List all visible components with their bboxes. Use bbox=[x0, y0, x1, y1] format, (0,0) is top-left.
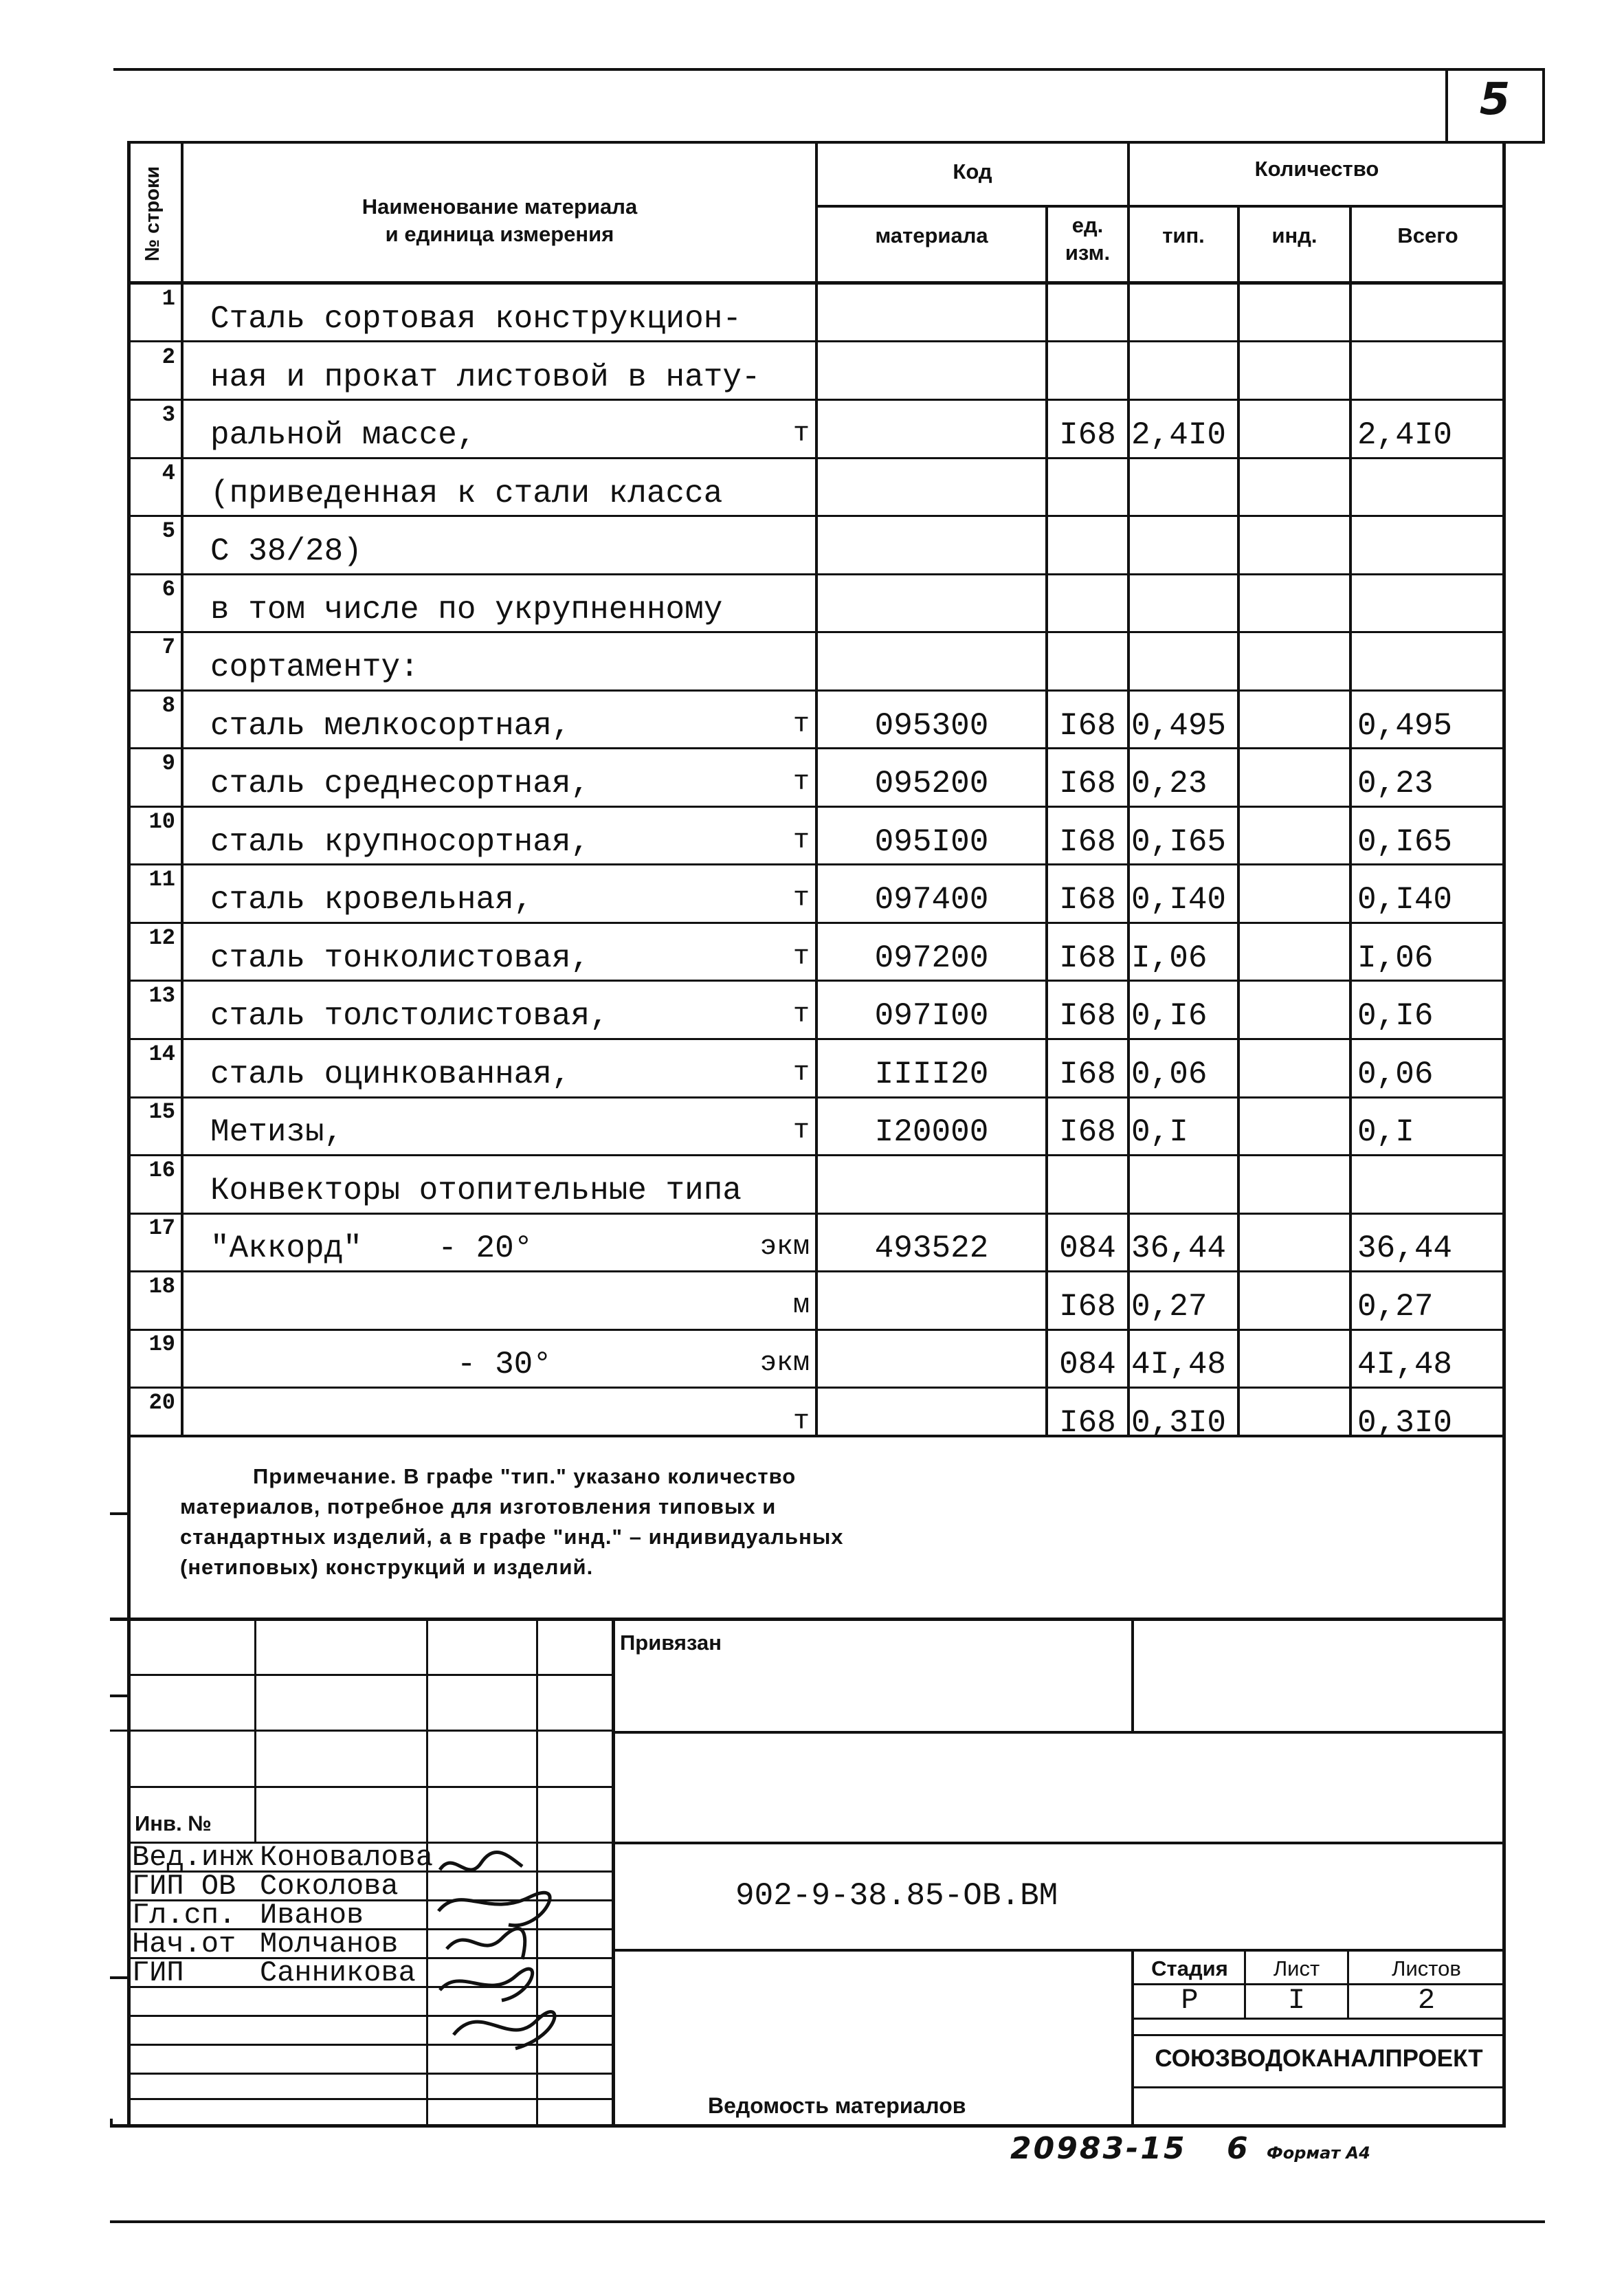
row-name: ная и прокат листовой в нату- bbox=[210, 360, 761, 395]
row-uom: I68 bbox=[1059, 766, 1116, 802]
row-uom: I68 bbox=[1059, 417, 1116, 453]
row-number: 18 bbox=[148, 1274, 175, 1299]
row-number: 9 bbox=[162, 751, 175, 776]
album-number: 20983-15 bbox=[1010, 2131, 1187, 2166]
signer-name: Коновалова bbox=[260, 1841, 434, 1874]
header-total: Всего bbox=[1397, 223, 1458, 247]
row-number: 6 bbox=[162, 577, 175, 602]
row-number: 13 bbox=[148, 983, 175, 1008]
row-unit: т bbox=[792, 1058, 810, 1089]
row-name: сталь мелкосортная, bbox=[210, 708, 571, 744]
row-uom: I68 bbox=[1059, 882, 1116, 918]
row-name: ральной массе, bbox=[210, 417, 476, 453]
signer-role: Вед.инж bbox=[132, 1841, 254, 1874]
row-uom: I68 bbox=[1059, 1289, 1116, 1325]
row-name: С 38/28) bbox=[210, 533, 362, 569]
header-code: Код bbox=[953, 159, 992, 184]
signer-role: Гл.сп. bbox=[132, 1899, 236, 1932]
row-number: 15 bbox=[148, 1099, 175, 1125]
copy-number: 6 bbox=[1227, 2131, 1248, 2166]
row-name: сталь среднесортная, bbox=[210, 766, 590, 802]
sheet-label: Лист bbox=[1273, 1956, 1320, 1980]
document-code: 902-9-38.85-ОВ.ВМ bbox=[735, 1878, 1058, 1914]
row-code: 493522 bbox=[874, 1230, 989, 1266]
signature-marks bbox=[426, 1829, 577, 2055]
row-unit: т bbox=[792, 767, 810, 798]
row-unit: т bbox=[792, 1000, 810, 1030]
privyazan-label: Привязан bbox=[620, 1631, 722, 1655]
row-typ: 0,I6 bbox=[1131, 998, 1208, 1034]
row-unit: экм bbox=[759, 1232, 810, 1263]
signer-role: ГИП ОВ bbox=[132, 1870, 236, 1903]
row-name: сталь толстолистовая, bbox=[210, 998, 609, 1034]
header-ind: инд. bbox=[1271, 223, 1317, 247]
row-typ: 0,3I0 bbox=[1131, 1405, 1227, 1441]
row-name: - 30° bbox=[210, 1347, 552, 1382]
sheet-value: I bbox=[1287, 1984, 1306, 2017]
row-name: "Аккорд" - 20° bbox=[210, 1230, 533, 1266]
row-name: Конвекторы отопительные типа bbox=[210, 1173, 742, 1208]
header-quantity: Количество bbox=[1254, 157, 1379, 181]
row-number: 8 bbox=[162, 693, 175, 718]
row-uom: 084 bbox=[1059, 1230, 1116, 1266]
row-typ: 0,I bbox=[1131, 1114, 1188, 1150]
note-line-3: стандартных изделий, а в графе "инд." – индивидуальных bbox=[180, 1525, 844, 1549]
row-unit: т bbox=[792, 942, 810, 973]
row-number: 1 bbox=[162, 286, 175, 311]
row-typ: I,06 bbox=[1131, 940, 1208, 976]
signer-name: Санникова bbox=[260, 1956, 416, 1989]
row-name: в том числе по укрупненному bbox=[210, 592, 723, 628]
row-number: 20 bbox=[148, 1390, 175, 1415]
row-number: 16 bbox=[148, 1158, 175, 1183]
row-unit: т bbox=[792, 1116, 810, 1147]
row-total: 0,27 bbox=[1357, 1289, 1434, 1325]
row-total: 0,495 bbox=[1357, 708, 1453, 744]
row-uom: I68 bbox=[1059, 1057, 1116, 1092]
note-line-4: (нетиповых) конструкций и изделий. bbox=[180, 1555, 594, 1579]
row-number: 10 bbox=[148, 809, 175, 835]
row-code: 095200 bbox=[874, 766, 989, 802]
stage-label: Стадия bbox=[1151, 1956, 1228, 1980]
row-name: сталь оцинкованная, bbox=[210, 1057, 571, 1092]
row-number: 11 bbox=[148, 867, 175, 892]
row-number: 5 bbox=[162, 518, 175, 544]
signer-name: Молчанов bbox=[260, 1928, 399, 1961]
row-name: Сталь сортовая конструкцион- bbox=[210, 301, 742, 337]
sheet-number: 5 bbox=[1479, 74, 1511, 125]
header-name-line1: Наименование материала bbox=[361, 195, 638, 219]
row-code: 095I00 bbox=[874, 824, 989, 860]
row-code: IIII20 bbox=[874, 1057, 989, 1092]
row-typ: 0,06 bbox=[1131, 1057, 1208, 1092]
sheets-value: 2 bbox=[1417, 1984, 1436, 2017]
row-unit: т bbox=[792, 826, 810, 857]
row-name: сортаменту: bbox=[210, 650, 419, 685]
row-code: I20000 bbox=[874, 1114, 989, 1150]
note-line-1: Примечание. В графе "тип." указано количество bbox=[253, 1464, 797, 1488]
row-uom: I68 bbox=[1059, 824, 1116, 860]
sheets-label: Листов bbox=[1392, 1956, 1461, 1980]
header-unit-line2: изм. bbox=[1065, 241, 1111, 265]
row-name: сталь крупносортная, bbox=[210, 824, 590, 860]
signer-role: Нач.от bbox=[132, 1928, 236, 1961]
row-total: 0,I40 bbox=[1357, 882, 1453, 918]
organization-name: СОЮЗВОДОКАНАЛПРОЕКТ bbox=[1155, 2045, 1483, 2072]
row-total: 0,06 bbox=[1357, 1057, 1434, 1092]
row-uom: I68 bbox=[1059, 998, 1116, 1034]
row-total: 0,I65 bbox=[1357, 824, 1453, 860]
row-typ: 4I,48 bbox=[1131, 1347, 1227, 1382]
row-total: 36,44 bbox=[1357, 1230, 1453, 1266]
row-name: сталь кровельная, bbox=[210, 882, 533, 918]
row-total: 0,I6 bbox=[1357, 998, 1434, 1034]
row-unit: т bbox=[792, 1406, 810, 1437]
header-typ: тип. bbox=[1162, 223, 1205, 247]
row-typ: 0,495 bbox=[1131, 708, 1227, 744]
header-unit-line1: ед. bbox=[1071, 213, 1104, 237]
row-typ: 0,27 bbox=[1131, 1289, 1208, 1325]
row-uom: 084 bbox=[1059, 1347, 1116, 1382]
row-name: сталь тонколистовая, bbox=[210, 940, 590, 976]
row-total: 0,3I0 bbox=[1357, 1405, 1453, 1441]
signer-role: ГИП bbox=[132, 1956, 184, 1989]
signer-name: Соколова bbox=[260, 1870, 399, 1903]
row-typ: 0,I65 bbox=[1131, 824, 1227, 860]
inv-no-label: Инв. № bbox=[135, 1811, 212, 1835]
row-unit: м bbox=[792, 1290, 810, 1321]
row-uom: I68 bbox=[1059, 940, 1116, 976]
row-unit: т bbox=[792, 419, 810, 450]
row-name: Метизы, bbox=[210, 1114, 344, 1150]
row-number: 17 bbox=[148, 1215, 175, 1241]
row-uom: I68 bbox=[1059, 1114, 1116, 1150]
row-typ: 2,4I0 bbox=[1131, 417, 1227, 453]
row-typ: 0,I40 bbox=[1131, 882, 1227, 918]
row-total: 2,4I0 bbox=[1357, 417, 1453, 453]
row-uom: I68 bbox=[1059, 708, 1116, 744]
row-code: 095300 bbox=[874, 708, 989, 744]
row-unit: т bbox=[792, 709, 810, 740]
row-number: 14 bbox=[148, 1041, 175, 1067]
row-typ: 0,23 bbox=[1131, 766, 1208, 802]
row-total: 4I,48 bbox=[1357, 1347, 1453, 1382]
row-number: 4 bbox=[162, 461, 175, 486]
row-unit: т bbox=[792, 883, 810, 914]
row-unit: экм bbox=[759, 1348, 810, 1379]
header-code-material: материала bbox=[875, 223, 988, 247]
header-name-line2: и единица измерения bbox=[385, 222, 614, 246]
stage-value: Р bbox=[1181, 1984, 1199, 2017]
format-label: Формат А4 bbox=[1267, 2143, 1370, 2163]
row-typ: 36,44 bbox=[1131, 1230, 1227, 1266]
header-row-no: № строки bbox=[142, 166, 164, 262]
row-number: 12 bbox=[148, 925, 175, 951]
row-total: 0,I bbox=[1357, 1114, 1414, 1150]
row-number: 19 bbox=[148, 1332, 175, 1357]
row-code: 097400 bbox=[874, 882, 989, 918]
signer-name: Иванов bbox=[260, 1899, 364, 1932]
row-code: 097200 bbox=[874, 940, 989, 976]
row-code: 097I00 bbox=[874, 998, 989, 1034]
row-total: I,06 bbox=[1357, 940, 1434, 976]
note-line-2: материалов, потребное для изготовления типовых и bbox=[180, 1494, 777, 1519]
row-number: 2 bbox=[162, 344, 175, 370]
document-title: Ведомость материалов bbox=[708, 2093, 966, 2118]
row-name: (приведенная к стали класса bbox=[210, 476, 723, 511]
row-uom: I68 bbox=[1059, 1405, 1116, 1441]
row-total: 0,23 bbox=[1357, 766, 1434, 802]
row-number: 3 bbox=[162, 402, 175, 428]
row-number: 7 bbox=[162, 634, 175, 660]
